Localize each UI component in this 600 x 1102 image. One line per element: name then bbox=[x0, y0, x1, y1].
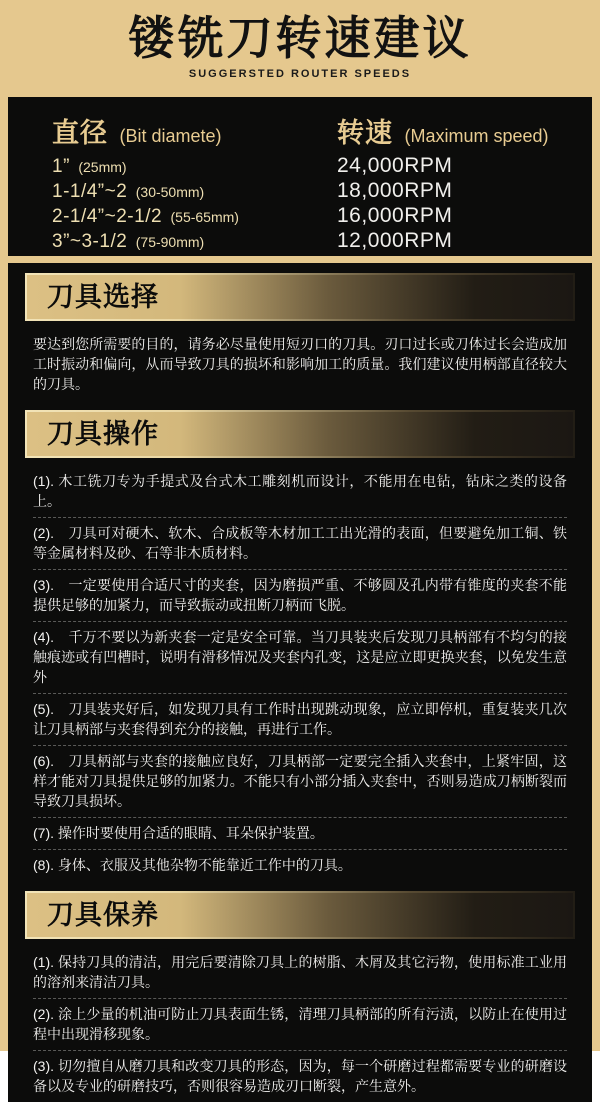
column-header-diameter bbox=[52, 111, 337, 150]
diameter-label-en: (Bit diamete) bbox=[119, 126, 222, 146]
speed-label-en: (Maximum speed) bbox=[404, 126, 549, 146]
list-item: (5). 刀具装夹好后，如发现刀具有工作时出现跳动现象，应立即停机，重复装夹几次让刀具柄部与夹套得到充分的接触，再进行工作。 bbox=[33, 693, 567, 745]
column-header-speed bbox=[337, 111, 549, 150]
speed-table bbox=[8, 97, 592, 256]
content-panel bbox=[8, 263, 592, 1102]
table-row bbox=[52, 204, 592, 229]
diameter-mm: (55-65mm) bbox=[170, 209, 239, 225]
speed-cell: 18,000RPM bbox=[337, 179, 453, 202]
paragraph: 要达到您所需要的目的，请务必尽量使用短刃口的刀具。刃口过长或刀体过长会造成加工时振动和偏向，从而导致刀具的损坏和影响加工的质量。我们建议使用柄部直径较大的刀具。 bbox=[33, 336, 567, 392]
list-item: (1). 木工铣刀专为手提式及台式木工雕刻机而设计，不能用在电钻，钻床之类的设备上。 bbox=[33, 473, 567, 509]
diameter-cell bbox=[52, 181, 337, 203]
table-body bbox=[52, 154, 592, 254]
diameter-mm: (30-50mm) bbox=[135, 184, 205, 200]
speed-label-zh: 转速 bbox=[337, 118, 393, 148]
speed-cell: 16,000RPM bbox=[337, 204, 453, 227]
diameter-mm: (25mm) bbox=[78, 159, 127, 175]
list-item: (1). 保持刀具的清洁，用完后要清除刀具上的树脂、木屑及其它污物，使用标准工业用的溶剂来清洁刀具。 bbox=[33, 954, 567, 990]
section-body-tool-operation bbox=[33, 466, 567, 881]
diameter-value: 3”~3-1/2 bbox=[52, 231, 128, 252]
section-title: 刀具操作 bbox=[27, 412, 573, 456]
list-item: (2). 刀具可对硬木、软木、合成板等木材加工工出光滑的表面，但要避免加工铜、铁等金属材料及砂、石等非木质材料。 bbox=[33, 517, 567, 569]
table-row bbox=[52, 229, 592, 254]
section-header-tool-operation bbox=[25, 410, 575, 458]
list-item: (8). 身体、衣服及其他杂物不能靠近工作中的刀具。 bbox=[33, 849, 567, 881]
list-item: (4). 千万不要以为新夹套一定是安全可靠。当刀具装夹后发现刀具柄部有不均匀的接触痕迹或有凹槽时，说明有滑移情况及夹套内孔变，这是应立即更换夹套，以免发生意外 bbox=[33, 621, 567, 693]
speed-cell: 24,000RPM bbox=[337, 154, 453, 177]
section-body-tool-maintenance bbox=[33, 947, 567, 1102]
speed-cell: 12,000RPM bbox=[337, 229, 453, 252]
section-body-tool-selection bbox=[33, 329, 567, 400]
table-row bbox=[52, 179, 592, 204]
diameter-value: 1-1/4”~2 bbox=[52, 181, 128, 202]
list-item: (3). 切勿擅自从磨刀具和改变刀具的形态，因为，每一个研磨过程都需要专业的研磨设备以及专业的研磨技巧，否则很容易造成刃口断裂，产生意外。 bbox=[33, 1050, 567, 1102]
diameter-value: 2-1/4”~2-1/2 bbox=[52, 206, 163, 227]
diameter-value: 1” bbox=[52, 156, 70, 177]
section-header-tool-maintenance bbox=[25, 891, 575, 939]
diameter-label-zh: 直径 bbox=[52, 118, 108, 148]
page-title: 镂铣刀转速建议 bbox=[128, 12, 472, 64]
diameter-cell bbox=[52, 156, 337, 178]
list-item: (7). 操作时要使用合适的眼睛、耳朵保护装置。 bbox=[33, 817, 567, 849]
table-row bbox=[52, 154, 592, 179]
section-title: 刀具保养 bbox=[27, 893, 573, 937]
diameter-cell bbox=[52, 231, 337, 253]
panel-gap bbox=[0, 256, 600, 263]
section-title: 刀具选择 bbox=[27, 275, 573, 319]
header bbox=[0, 0, 600, 97]
page-subtitle: SUGGERSTED ROUTER SPEEDS bbox=[188, 68, 412, 81]
list-item: (2). 涂上少量的机油可防止刀具表面生锈，清理刀具柄部的所有污渍，以防止在使用过程中出现滑移现象。 bbox=[33, 998, 567, 1050]
diameter-cell bbox=[52, 206, 337, 228]
list-item: (3). 一定要使用合适尺寸的夹套，因为磨损严重、不够圆及孔内带有锥度的夹套不能提供足够的加紧力，而导致振动或扭断刀柄而飞脱。 bbox=[33, 569, 567, 621]
diameter-mm: (75-90mm) bbox=[135, 234, 205, 250]
list-item: (6). 刀具柄部与夹套的接触应良好，刀具柄部一定要完全插入夹套中，上紧牢固，这样才能对刀具提供足够的加紧力。不能只有小部分插入夹套中，否则易造成刀柄断裂而导致刀具损坏。 bbox=[33, 745, 567, 817]
section-header-tool-selection bbox=[25, 273, 575, 321]
table-header-row bbox=[52, 111, 592, 148]
